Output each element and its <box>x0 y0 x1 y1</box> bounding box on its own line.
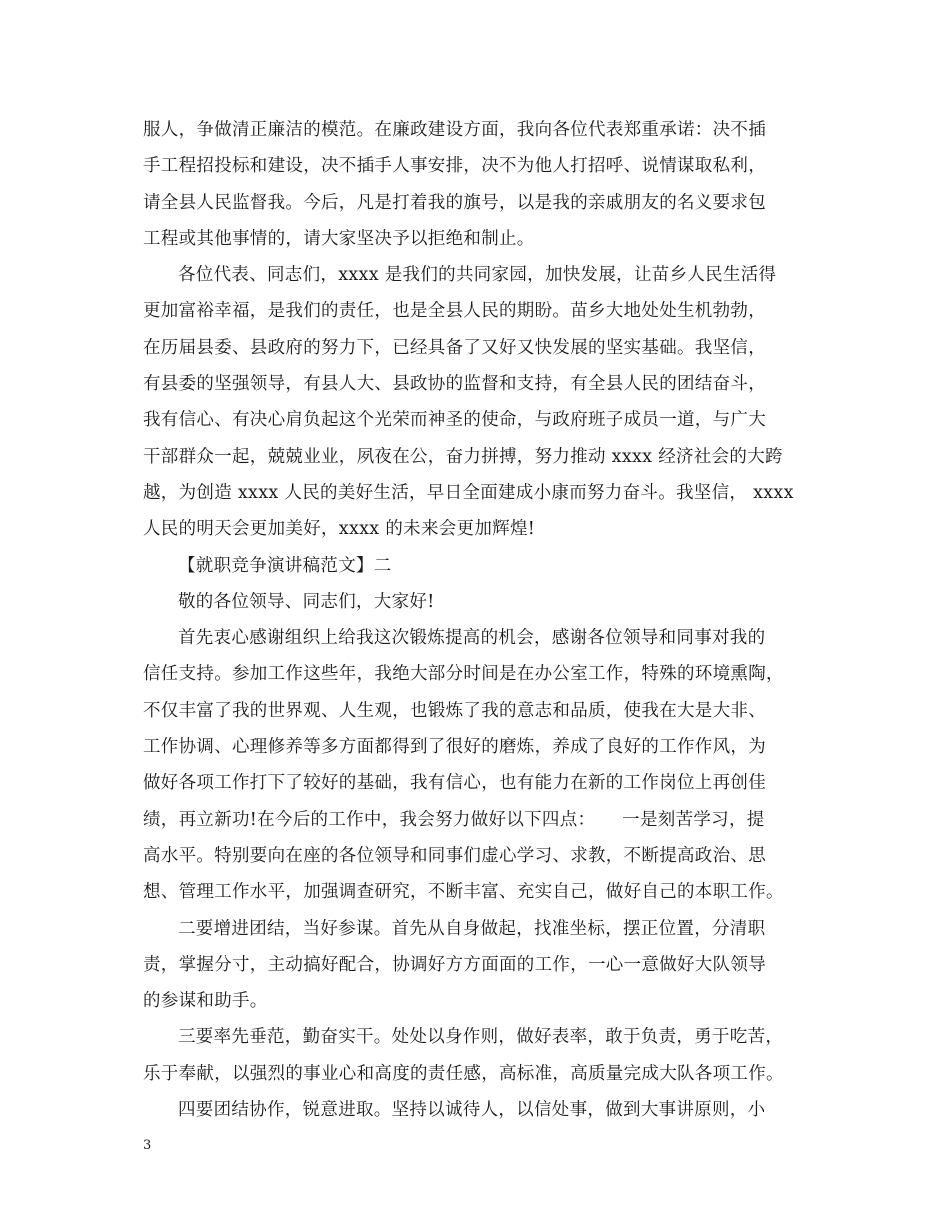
text-line: 做好各项工作打下了较好的基础，我有信心，也有能力在新的工作岗位上再创佳 <box>143 773 766 794</box>
text-line: 信任支持。参加工作这些年，我绝大部分时间是在办公室工作，特殊的环境熏陶， <box>143 664 784 685</box>
document-body <box>143 112 815 1128</box>
paragraph-first-line: 二要增进团结，当好参谋。首先从自身做起，找准坐标，摆正位置，分清职 <box>178 918 766 939</box>
text-line: 请全县人民监督我。今后，凡是打着我的旗号，以是我的亲戚朋友的名义要求包 <box>143 192 766 213</box>
text-line: 手工程招投标和建设，决不插手人事安排，决不为他人打招呼、说情谋取私利， <box>143 156 766 177</box>
paragraph-first-line: 各位代表、同志们，xxxx 是我们的共同家园，加快发展，让苗乡人民生活得 <box>178 265 777 286</box>
text-line: 有县委的坚强领导，有县人大、县政协的监督和支持，有全县人民的团结奋斗， <box>143 374 766 395</box>
text-line: 我有信心、有决心肩负起这个光荣而神圣的使命，与政府班子成员一道，与广大 <box>143 410 766 431</box>
paragraph-first-line: 四要团结协作，锐意进取。坚持以诚待人，以信处事，做到大事讲原则，小 <box>178 1100 766 1121</box>
paragraph-first-line: 敬的各位领导、同志们，大家好! <box>178 591 435 612</box>
text-line: 不仅丰富了我的世界观、人生观，也锻炼了我的意志和品质，使我在大是大非、 <box>143 700 766 721</box>
text-line: 责，掌握分寸，主动搞好配合，协调好方方面面的工作，一心一意做好大队领导 <box>143 954 766 975</box>
paragraph-first-line: 三要率先垂范，勤奋实干。处处以身作则，做好表率，敢于负责，勇于吃苦， <box>178 1027 784 1048</box>
text-line: 越，为创造 xxxx 人民的美好生活，早日全面建成小康而努力奋斗。我坚信， xxxx <box>143 482 794 503</box>
text-line: 乐于奉献，以强烈的事业心和高度的责任感，高标准，高质量完成大队各项工作。 <box>143 1063 784 1084</box>
text-line: 工作协调、心理修养等多方面都得到了很好的磨炼，养成了良好的工作作风，为 <box>143 737 766 758</box>
paragraph-first-line: 首先衷心感谢组织上给我这次锻炼提高的机会，感谢各位领导和同事对我的 <box>178 628 766 649</box>
text-line: 高水平。特别要向在座的各位领导和同事们虚心学习、求教，不断提高政治、思 <box>143 845 766 866</box>
text-line: 工程或其他事情的，请大家坚决予以拒绝和制止。 <box>143 228 535 249</box>
text-line: 绩，再立新功!在今后的工作中，我会努力做好以下四点： 一是刻苦学习，提 <box>143 809 765 830</box>
text-line: 更加富裕幸福，是我们的责任，也是全县人民的期盼。苗乡大地处处生机勃勃， <box>143 301 766 322</box>
text-line: 在历届县委、县政府的努力下，已经具备了又好又快发展的坚实基础。我坚信， <box>143 337 766 358</box>
text-line: 人民的明天会更加美好，xxxx 的未来会更加辉煌! <box>143 519 536 540</box>
text-line: 的参谋和助手。 <box>143 991 268 1012</box>
text-line: 服人，争做清正廉洁的模范。在廉政建设方面，我向各位代表郑重承诺：决不插 <box>143 120 766 140</box>
paragraph-first-line: 【就职竞争演讲稿范文】二 <box>178 555 392 576</box>
text-line: 想、管理工作水平，加强调查研究，不断丰富、充实自己，做好自己的本职工作。 <box>143 882 784 903</box>
page-number: 3 <box>143 1138 152 1153</box>
text-line: 干部群众一起，兢兢业业，夙夜在公，奋力拼搏，努力推动 xxxx 经济社会的大跨 <box>143 446 783 467</box>
